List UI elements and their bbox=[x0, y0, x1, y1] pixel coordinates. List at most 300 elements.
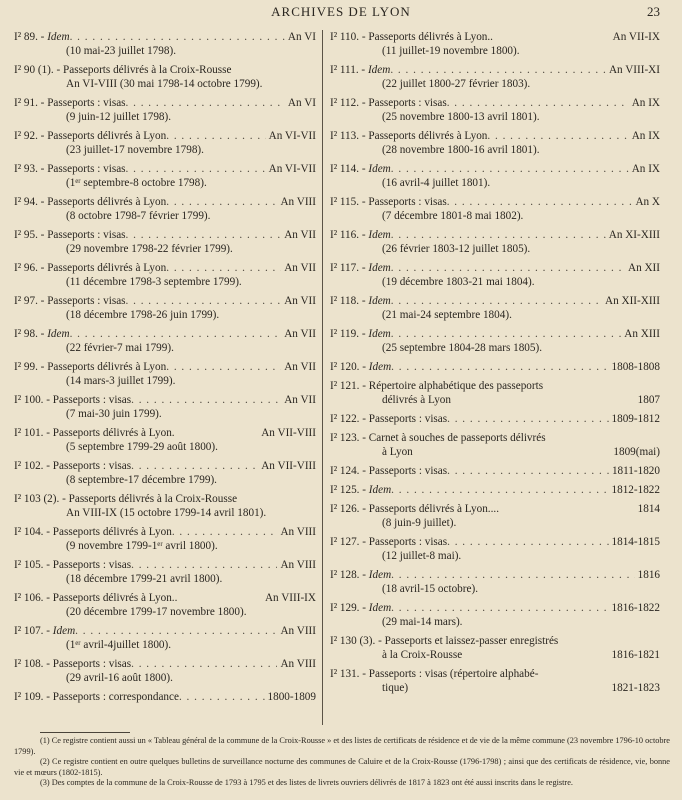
entry-dates: (25 septembre 1804-28 mars 1805). bbox=[382, 342, 543, 354]
leader-dots bbox=[131, 393, 281, 407]
entry-separator: - bbox=[37, 31, 48, 43]
entry-label bbox=[330, 162, 391, 176]
entry-label bbox=[330, 360, 391, 374]
entry-title: Carnet à souches de passeports délivrés bbox=[368, 432, 546, 444]
entry-separator: - bbox=[59, 493, 69, 505]
entry-line bbox=[14, 228, 316, 242]
entry-period: An VIII-IX bbox=[264, 592, 316, 604]
entry-number: I² 105. bbox=[14, 559, 44, 571]
register-entry bbox=[330, 431, 660, 459]
entry-number: I² 108. bbox=[14, 658, 44, 670]
leader-dots bbox=[126, 228, 282, 242]
register-entry bbox=[14, 360, 316, 388]
entry-period: An VII-VIII bbox=[261, 427, 316, 439]
entry-line bbox=[330, 502, 660, 516]
register-entry bbox=[14, 591, 316, 619]
entry-dates: (8 septembre-17 décembre 1799). bbox=[66, 474, 217, 486]
entry-line bbox=[14, 657, 316, 671]
entry-separator: - bbox=[359, 484, 369, 496]
page-number: 23 bbox=[647, 4, 660, 19]
register-entry bbox=[14, 30, 316, 58]
entry-number: I² 110. bbox=[330, 31, 360, 43]
entry-label bbox=[330, 129, 487, 143]
entry-title: Idem bbox=[368, 361, 392, 373]
entry-title: Passeports délivrés à Lyon.... bbox=[368, 503, 499, 515]
entry-label bbox=[330, 96, 447, 110]
entry-period: 1816-1821 bbox=[611, 649, 660, 661]
entry-title: Passeports : visas bbox=[368, 196, 447, 208]
entry-separator: - bbox=[359, 413, 369, 425]
entry-line bbox=[14, 63, 316, 77]
register-entry bbox=[14, 492, 316, 520]
leader-dots bbox=[391, 483, 608, 497]
leader-dots bbox=[126, 96, 285, 110]
entry-title: Passeports délivrés à Lyon bbox=[368, 130, 488, 142]
entry-number: I² 116. bbox=[330, 229, 360, 241]
entry-line bbox=[330, 228, 660, 242]
continuation-text: An VIII-IX (15 octobre 1799-14 avril 1801). bbox=[66, 507, 267, 519]
entry-dates: (29 novembre 1798-22 février 1799). bbox=[66, 243, 233, 255]
entry-period: An VI-VII bbox=[268, 163, 316, 175]
entry-dates: (22 février-7 mai 1799). bbox=[66, 342, 174, 354]
footnote: (1) Ce registre contient aussi un « Tableau général de la commune de la Croix-Rousse » et des listes de certificats de résidence et de vie de la même commune (23 novembre 1796-10 octobre 1799). bbox=[14, 736, 670, 756]
entry-line bbox=[14, 558, 316, 572]
spacer bbox=[175, 426, 259, 440]
entry-title: Passeports : visas bbox=[47, 295, 126, 307]
entry-title: Passeports délivrés à la Croix-Rousse bbox=[63, 64, 232, 76]
entry-period: 1800-1809 bbox=[267, 691, 316, 703]
entry-separator: - bbox=[359, 97, 369, 109]
register-entry bbox=[330, 667, 660, 695]
entry-line bbox=[14, 492, 316, 506]
entry-line bbox=[330, 634, 660, 648]
entry-title: Passeports : visas bbox=[52, 658, 132, 670]
leader-dots bbox=[447, 96, 629, 110]
entry-title: Passeports délivrés à Lyon. bbox=[52, 427, 175, 439]
entry-line bbox=[330, 431, 660, 445]
entry-title: Passeports : visas (répertoire alphabé- bbox=[368, 668, 539, 680]
entry-number: I² 109. bbox=[14, 691, 44, 703]
entry-title: Passeports délivrés à Lyon.. bbox=[368, 31, 493, 43]
register-entry bbox=[330, 129, 660, 157]
entry-dates: (22 juillet 1800-27 février 1803). bbox=[382, 78, 531, 90]
entry-title: Idem bbox=[368, 602, 392, 614]
entry-line bbox=[330, 294, 660, 308]
leader-dots bbox=[126, 162, 266, 176]
entry-number: I² 113. bbox=[330, 130, 360, 142]
entry-title: Passeports délivrés à Lyon bbox=[47, 361, 167, 373]
entry-number: I² 124. bbox=[330, 465, 360, 477]
register-entry bbox=[14, 558, 316, 586]
entry-period: An XI-XIII bbox=[608, 229, 660, 241]
register-entry bbox=[14, 162, 316, 190]
entry-label bbox=[330, 431, 546, 445]
register-entry bbox=[330, 379, 660, 407]
entry-title: Passeports délivrés à Lyon bbox=[47, 262, 167, 274]
entry-dates: (9 juin-12 juillet 1798). bbox=[66, 111, 172, 123]
entry-label bbox=[330, 63, 390, 77]
leader-dots bbox=[70, 327, 282, 341]
entry-period: An VIII bbox=[280, 526, 316, 538]
entry-number: I² 102. bbox=[14, 460, 44, 472]
entry-line bbox=[330, 261, 660, 275]
entry-label bbox=[330, 568, 391, 582]
entry-title: Passeports : visas bbox=[368, 413, 448, 425]
entry-dates: (25 novembre 1800-13 avril 1801). bbox=[382, 111, 540, 123]
entry-line bbox=[330, 483, 660, 497]
entry-separator: - bbox=[359, 503, 369, 515]
entry-period: An VIII bbox=[280, 559, 316, 571]
entry-title: Passeports délivrés à Lyon bbox=[47, 130, 167, 142]
entry-continuation bbox=[14, 506, 316, 520]
entry-number: I² 114. bbox=[330, 163, 360, 175]
entry-title: Idem bbox=[368, 484, 392, 496]
entry-label bbox=[14, 657, 131, 671]
entry-number: I² 92. bbox=[14, 130, 38, 142]
entry-period: 1808-1808 bbox=[611, 361, 660, 373]
entry-label bbox=[14, 624, 75, 638]
register-entry bbox=[330, 483, 660, 497]
entry-period: An XII-XIII bbox=[605, 295, 660, 307]
entry-dates: (11 juillet-19 novembre 1800). bbox=[382, 45, 520, 57]
entry-separator: - bbox=[43, 592, 53, 604]
entry-label bbox=[14, 261, 166, 275]
spacer bbox=[408, 681, 611, 695]
entry-period: 1814-1815 bbox=[611, 536, 660, 548]
register-entry bbox=[330, 228, 660, 256]
entry-dates: (12 juillet-8 mai). bbox=[382, 550, 462, 562]
page-title: ARCHIVES DE LYON bbox=[271, 4, 411, 19]
entry-period: An VII bbox=[284, 328, 316, 340]
entry-line bbox=[330, 667, 660, 681]
entry-period: An VII bbox=[284, 361, 316, 373]
leader-dots bbox=[172, 525, 278, 539]
entry-separator: - bbox=[359, 328, 369, 340]
entry-dates: (9 novembre 1799-1ᵉʳ avril 1800). bbox=[66, 540, 218, 552]
entry-dates: (29 mai-14 mars). bbox=[382, 616, 463, 628]
register-entry bbox=[330, 360, 660, 374]
register-entry bbox=[14, 228, 316, 256]
entry-label bbox=[14, 294, 126, 308]
entry-number: I² 104. bbox=[14, 526, 44, 538]
entry-line bbox=[330, 327, 660, 341]
entry-label bbox=[14, 426, 175, 440]
entry-number: I² 99. bbox=[14, 361, 38, 373]
entry-line bbox=[330, 601, 660, 615]
entry-dates: (5 septembre 1799-29 août 1800). bbox=[66, 441, 218, 453]
entry-period: 1811-1820 bbox=[611, 465, 660, 477]
entry-number: I² 128. bbox=[330, 569, 360, 581]
entry-label bbox=[330, 195, 447, 209]
entry-line bbox=[14, 162, 316, 176]
entry-label bbox=[14, 690, 179, 704]
entry-separator: - bbox=[43, 460, 53, 472]
entry-number: I² 123. bbox=[330, 432, 360, 444]
spacer bbox=[177, 591, 262, 605]
entry-title: Passeports : visas bbox=[52, 460, 132, 472]
entry-separator: - bbox=[359, 361, 369, 373]
entry-period: An VII-IX bbox=[612, 31, 660, 43]
entry-label bbox=[14, 162, 126, 176]
spacer bbox=[499, 502, 635, 516]
continuation-text: tique) bbox=[382, 682, 409, 694]
entry-label bbox=[330, 464, 447, 478]
register-entry bbox=[14, 129, 316, 157]
entry-dates: (8 octobre 1798-7 février 1799). bbox=[66, 210, 211, 222]
entry-label bbox=[14, 360, 166, 374]
entry-separator: - bbox=[359, 130, 369, 142]
entry-dates: (11 décembre 1798-3 septembre 1799). bbox=[66, 276, 242, 288]
entry-line bbox=[330, 568, 660, 582]
entry-number: I² 126. bbox=[330, 503, 360, 515]
entry-title: Idem bbox=[368, 328, 391, 340]
entry-line bbox=[330, 535, 660, 549]
register-entry bbox=[330, 601, 660, 629]
continuation-text: délivrés à Lyon bbox=[382, 394, 451, 406]
entry-number: I² 111. bbox=[330, 64, 359, 76]
entry-line bbox=[330, 162, 660, 176]
register-entry bbox=[14, 63, 316, 91]
register-entry bbox=[14, 327, 316, 355]
entry-title: Idem bbox=[368, 569, 392, 581]
entry-label bbox=[330, 667, 538, 681]
entry-title: Idem bbox=[368, 262, 391, 274]
entry-line bbox=[14, 591, 316, 605]
entry-title: Idem bbox=[52, 625, 76, 637]
entry-label bbox=[14, 228, 126, 242]
entry-period: An VIII bbox=[280, 658, 316, 670]
entry-separator: - bbox=[37, 130, 48, 142]
leader-dots bbox=[179, 690, 265, 704]
entry-dates: (10 mai-23 juillet 1798). bbox=[66, 45, 176, 57]
entry-number: I² 129. bbox=[330, 602, 360, 614]
entry-period: An VI bbox=[287, 97, 316, 109]
register-entry bbox=[330, 162, 660, 190]
entry-label bbox=[14, 195, 166, 209]
entry-dates: (29 avril-16 août 1800). bbox=[66, 672, 173, 684]
entry-dates: (28 novembre 1800-16 avril 1801). bbox=[382, 144, 540, 156]
register-entry bbox=[14, 393, 316, 421]
register-entry bbox=[14, 657, 316, 685]
entry-number: I² 131. bbox=[330, 668, 360, 680]
leader-dots bbox=[447, 464, 609, 478]
entry-label bbox=[330, 502, 499, 516]
register-entry bbox=[14, 624, 316, 652]
entry-title: Passeports : visas bbox=[47, 163, 126, 175]
entry-period: An X bbox=[635, 196, 660, 208]
entry-separator: - bbox=[37, 196, 48, 208]
entry-separator: - bbox=[359, 432, 369, 444]
entry-dates: (18 décembre 1798-26 juin 1799). bbox=[66, 309, 220, 321]
entry-line bbox=[14, 96, 316, 110]
entry-line bbox=[14, 525, 316, 539]
entry-dates: (21 mai-24 septembre 1804). bbox=[382, 309, 512, 321]
register-entry bbox=[14, 96, 316, 124]
entry-period: An VII bbox=[284, 229, 316, 241]
entry-period: An XIII bbox=[624, 328, 660, 340]
leader-dots bbox=[75, 624, 277, 638]
entry-period: An IX bbox=[631, 130, 660, 142]
entry-title: Passeports délivrés à Lyon.. bbox=[52, 592, 178, 604]
register-entry bbox=[14, 426, 316, 454]
entry-title: Idem bbox=[368, 163, 391, 175]
leader-dots bbox=[391, 360, 608, 374]
entry-label bbox=[14, 327, 70, 341]
entry-period: An IX bbox=[631, 97, 660, 109]
entry-label bbox=[14, 129, 166, 143]
register-entry bbox=[330, 634, 660, 662]
entry-separator: - bbox=[37, 295, 48, 307]
entry-period: 1814 bbox=[637, 503, 660, 515]
entry-number: I² 118. bbox=[330, 295, 360, 307]
spacer bbox=[493, 30, 610, 44]
entry-line bbox=[14, 327, 316, 341]
entry-number: I² 101. bbox=[14, 427, 44, 439]
entry-dates: (7 décembre 1801-8 mai 1802). bbox=[382, 210, 524, 222]
entry-title: Passeports délivrés à la Croix-Rousse bbox=[68, 493, 238, 505]
leader-dots bbox=[487, 129, 628, 143]
entry-dates: (7 mai-30 juin 1799). bbox=[66, 408, 162, 420]
entry-period: 1816-1822 bbox=[611, 602, 660, 614]
entry-continuation bbox=[330, 681, 660, 695]
leader-dots bbox=[391, 327, 622, 341]
register-entry bbox=[330, 195, 660, 223]
entry-line bbox=[330, 379, 660, 393]
entry-line bbox=[330, 360, 660, 374]
entry-period: An VI bbox=[287, 31, 316, 43]
entry-label bbox=[330, 412, 447, 426]
entry-label bbox=[14, 558, 131, 572]
register-entry bbox=[14, 195, 316, 223]
entry-line bbox=[14, 261, 316, 275]
page-header bbox=[0, 4, 682, 22]
entry-number: I² 115. bbox=[330, 196, 360, 208]
entry-label bbox=[330, 228, 391, 242]
entry-separator: - bbox=[359, 668, 369, 680]
entry-separator: - bbox=[359, 569, 369, 581]
footnote: (3) Des comptes de la commune de la Croix-Rousse de 1793 à 1795 et des listes de livrets ouvriers délivrés de 1817 à 1823 ont été aussi inscrits dans le registre. bbox=[40, 778, 573, 787]
entry-separator: - bbox=[37, 328, 48, 340]
leader-dots bbox=[131, 459, 258, 473]
entry-dates: (19 décembre 1803-21 mai 1804). bbox=[382, 276, 535, 288]
entry-separator: - bbox=[37, 229, 48, 241]
leader-dots bbox=[166, 129, 265, 143]
entry-separator: - bbox=[359, 602, 369, 614]
entry-continuation bbox=[330, 393, 660, 407]
entry-number: I² 97. bbox=[14, 295, 38, 307]
entry-title: Passeports délivrés à Lyon bbox=[52, 526, 172, 538]
leader-dots bbox=[391, 601, 608, 615]
entry-label bbox=[330, 379, 543, 393]
entry-title: Passeports délivrés à Lyon bbox=[47, 196, 167, 208]
entry-number: I² 100. bbox=[14, 394, 44, 406]
register-entry bbox=[330, 63, 660, 91]
entry-number: I² 90 (1). bbox=[14, 64, 54, 76]
entry-period: An VII-VIII bbox=[261, 460, 316, 472]
leader-dots bbox=[391, 261, 625, 275]
leader-dots bbox=[70, 30, 285, 44]
entry-period: An VII bbox=[284, 394, 316, 406]
entry-label bbox=[14, 63, 231, 77]
spacer bbox=[462, 648, 611, 662]
entry-separator: - bbox=[43, 658, 53, 670]
register-entry bbox=[14, 261, 316, 289]
entry-separator: - bbox=[43, 427, 53, 439]
entry-separator: - bbox=[37, 262, 48, 274]
entry-title: Passeports et laissez-passer enregistrés bbox=[384, 635, 559, 647]
entry-number: I² 93. bbox=[14, 163, 38, 175]
left-column bbox=[14, 30, 316, 730]
entry-period: 1809(mai) bbox=[613, 446, 660, 458]
entry-number: I² 96. bbox=[14, 262, 38, 274]
entry-title: Passeports : visas bbox=[52, 559, 132, 571]
entry-number: I² 95. bbox=[14, 229, 38, 241]
entry-label bbox=[14, 459, 131, 473]
entry-number: I² 94. bbox=[14, 196, 38, 208]
entry-continuation bbox=[14, 77, 316, 91]
register-entry bbox=[330, 96, 660, 124]
entry-number: I² 120. bbox=[330, 361, 360, 373]
entry-dates: (18 décembre 1799-21 avril 1800). bbox=[66, 573, 223, 585]
entry-line bbox=[330, 63, 660, 77]
footnote: (2) Ce registre contient en outre quelques bulletins de surveillance nocturne des communes de Caluire et de la Croix-Rousse (1796-1798) ; ainsi que des certificats de résidence, vie, bonne vie et mœurs (1802-1815). bbox=[14, 757, 670, 777]
entry-separator: - bbox=[37, 97, 48, 109]
column-divider bbox=[322, 30, 323, 725]
entry-number: I² 121. bbox=[330, 380, 360, 392]
right-column bbox=[330, 30, 660, 730]
leader-dots bbox=[391, 294, 602, 308]
entry-number: I² 91. bbox=[14, 97, 38, 109]
entry-separator: - bbox=[359, 295, 369, 307]
register-entry bbox=[330, 30, 660, 58]
entry-number: I² 106. bbox=[14, 592, 44, 604]
entry-number: I² 130 (3). bbox=[330, 635, 376, 647]
entry-period: An VII bbox=[284, 262, 316, 274]
entry-number: I² 127. bbox=[330, 536, 360, 548]
continuation-text: An VI-VIII (30 mai 1798-14 octobre 1799). bbox=[66, 78, 263, 90]
entry-line bbox=[14, 690, 316, 704]
entry-separator: - bbox=[37, 163, 48, 175]
entry-title: Passeports : visas bbox=[368, 465, 448, 477]
entry-separator: - bbox=[53, 64, 64, 76]
entry-line bbox=[14, 30, 316, 44]
entry-period: An VI-VII bbox=[268, 130, 316, 142]
leader-dots bbox=[391, 228, 606, 242]
entry-dates: (8 juin-9 juillet). bbox=[382, 517, 457, 529]
entry-title: Idem bbox=[368, 295, 391, 307]
entry-line bbox=[14, 129, 316, 143]
leader-dots bbox=[131, 657, 277, 671]
entry-period: An VIII bbox=[280, 625, 316, 637]
entry-label bbox=[14, 525, 172, 539]
entry-separator: - bbox=[359, 536, 369, 548]
entry-number: I² 107. bbox=[14, 625, 44, 637]
entry-separator: - bbox=[359, 380, 369, 392]
register-entry bbox=[330, 327, 660, 355]
entry-title: Passeports : visas bbox=[368, 97, 447, 109]
leader-dots bbox=[131, 558, 277, 572]
entry-line bbox=[14, 195, 316, 209]
entry-line bbox=[330, 195, 660, 209]
footnote-rule bbox=[40, 732, 130, 733]
entry-title: Répertoire alphabétique des passeports bbox=[368, 380, 544, 392]
entry-separator: - bbox=[43, 559, 53, 571]
entry-number: I² 98. bbox=[14, 328, 38, 340]
entry-line bbox=[330, 412, 660, 426]
entry-separator: - bbox=[359, 229, 369, 241]
entry-separator: - bbox=[43, 625, 53, 637]
register-entry bbox=[14, 525, 316, 553]
